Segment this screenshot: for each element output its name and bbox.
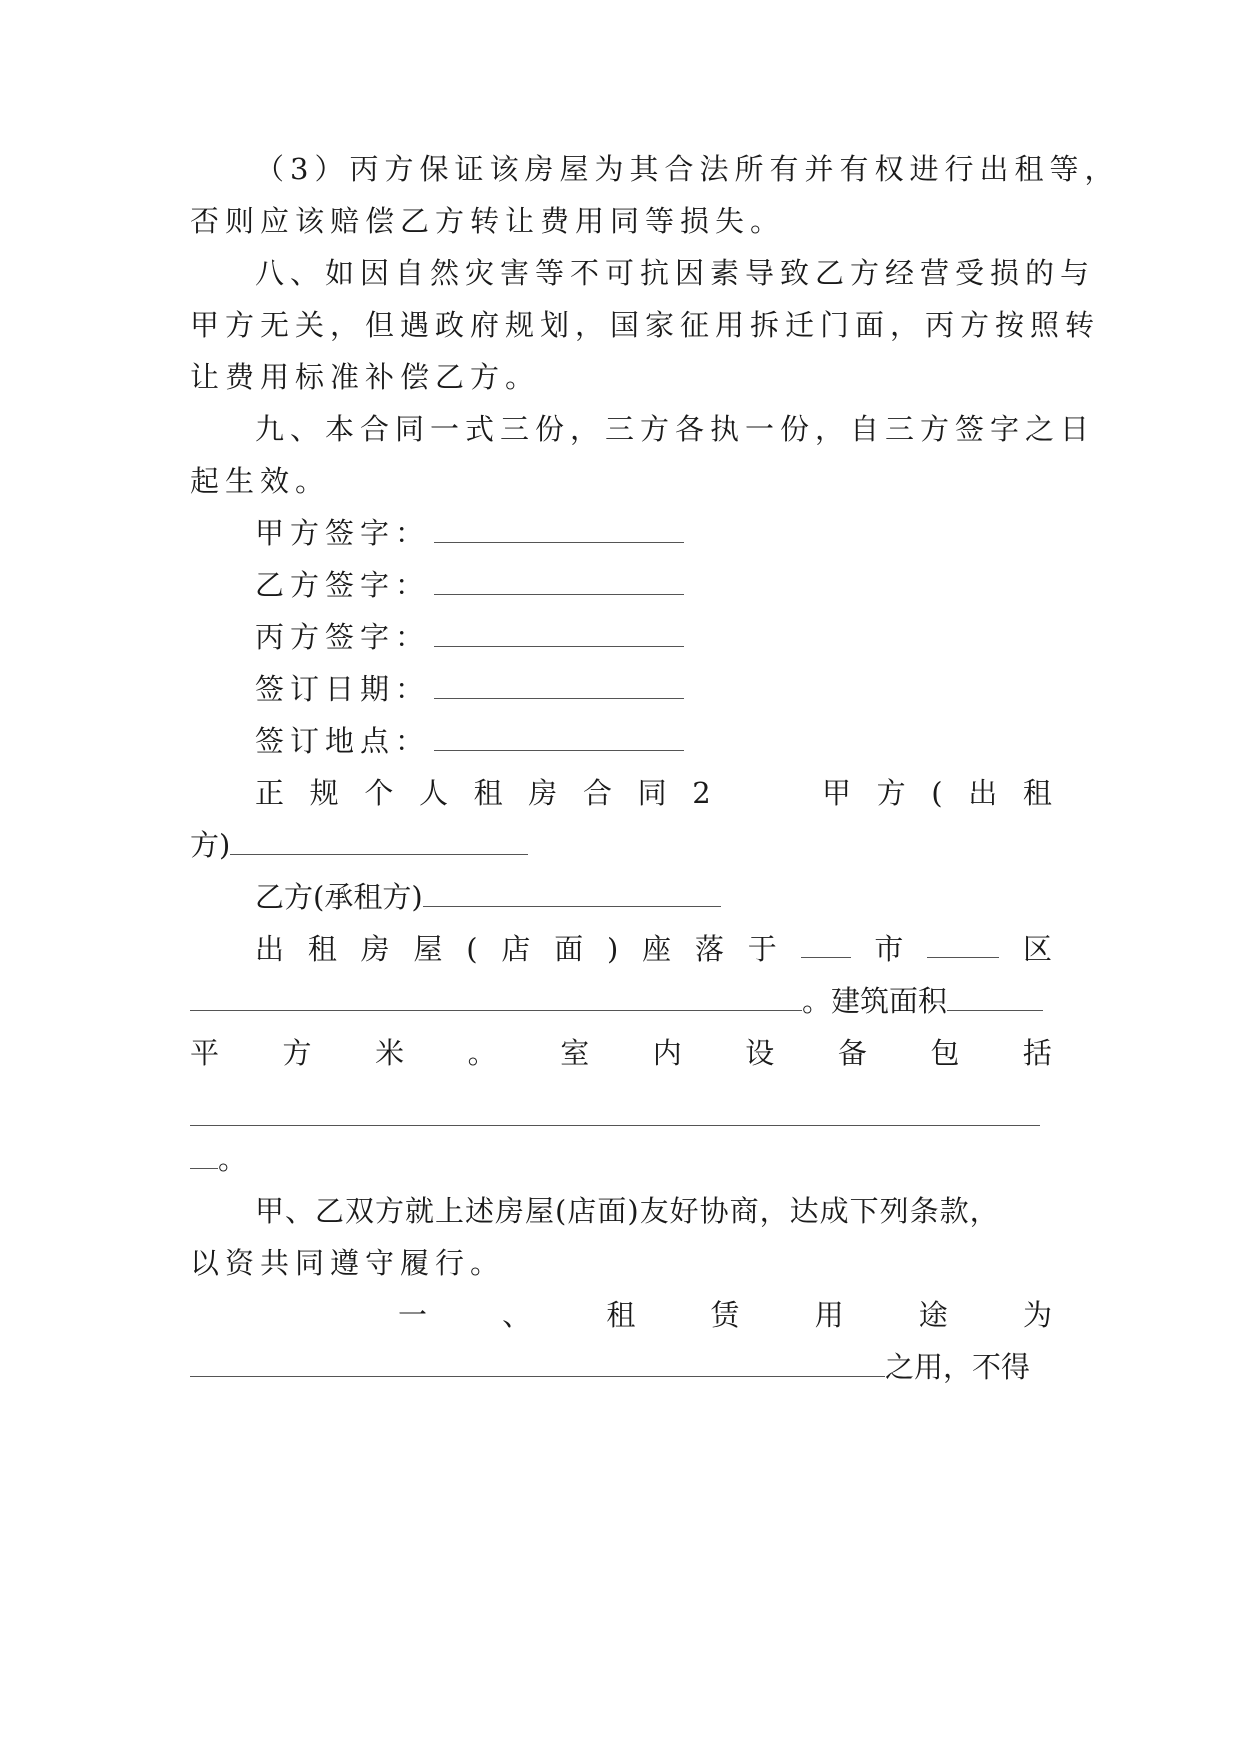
party-a-char: ( xyxy=(931,776,943,810)
signature-label: 乙方签字： xyxy=(255,568,431,602)
location-char: 出 xyxy=(255,932,285,966)
paragraph-line: 八、如因自然灾害等不可抗因素导致乙方经营受损的与 xyxy=(255,256,1096,290)
party-b-row xyxy=(255,877,1052,917)
area-label: 。建筑面积 xyxy=(802,984,948,1018)
use-end: 之用，不得 xyxy=(885,1350,1031,1384)
location-char: 店 xyxy=(501,932,531,966)
district-label: 区 xyxy=(1022,932,1052,966)
location-row xyxy=(255,929,1052,969)
district-blank[interactable] xyxy=(927,929,999,958)
location-char: ) xyxy=(607,932,619,966)
signature-row-date xyxy=(255,669,1052,709)
party-a-end: 方) xyxy=(190,828,231,862)
use-row xyxy=(398,1295,1052,1335)
use-char: 一 xyxy=(398,1298,428,1332)
paragraph-line: （3）丙方保证该房屋为其合法所有并有权进行出租等， xyxy=(255,152,1120,186)
sqm-char: 。 xyxy=(467,1036,497,1070)
paragraph-line: 九、本合同一式三份，三方各执一份，自三方签字之日 xyxy=(255,412,1096,446)
party-a-char: 出 xyxy=(968,776,998,810)
contract2-title-row xyxy=(255,773,1052,813)
title-char: 正 xyxy=(255,776,285,810)
location-char: 于 xyxy=(747,932,777,966)
location-char: 面 xyxy=(554,932,584,966)
signature-blank[interactable] xyxy=(434,618,684,647)
paragraph-line: 甲、乙双方就上述房屋(店面)友好协商，达成下列条款， xyxy=(255,1194,1000,1228)
location-char: 屋 xyxy=(413,932,443,966)
location-char: 座 xyxy=(642,932,672,966)
city-blank[interactable] xyxy=(801,929,851,958)
sqm-char: 备 xyxy=(837,1036,867,1070)
paragraph-line: 甲方无关，但遇政府规划，国家征用拆迁门面，丙方按照转 xyxy=(190,308,1101,342)
use-char: 赁 xyxy=(710,1298,740,1332)
use-char: 途 xyxy=(918,1298,948,1332)
location-char: 房 xyxy=(360,932,390,966)
address-blank[interactable] xyxy=(190,982,802,1011)
sqm-row xyxy=(190,1033,1052,1073)
equipment-blank-end[interactable] xyxy=(190,1140,218,1169)
party-b-label: 乙方(承租方) xyxy=(255,880,423,914)
signature-label: 签订地点： xyxy=(255,724,431,758)
location-char: 租 xyxy=(307,932,337,966)
signature-blank[interactable] xyxy=(434,566,684,595)
sqm-char: 内 xyxy=(652,1036,682,1070)
location-char: ( xyxy=(466,932,478,966)
use-end-row xyxy=(190,1347,1052,1387)
signature-row-c xyxy=(255,617,1052,657)
title-char: 同 xyxy=(637,776,667,810)
title-char: 规 xyxy=(309,776,339,810)
title-char: 人 xyxy=(418,776,448,810)
title-char: 2 xyxy=(692,776,711,810)
use-char: 用 xyxy=(814,1298,844,1332)
party-a-char: 甲 xyxy=(821,776,851,810)
title-char: 合 xyxy=(582,776,612,810)
sqm-char: 方 xyxy=(282,1036,312,1070)
sqm-char: 平 xyxy=(190,1036,220,1070)
signature-row-a xyxy=(255,513,1052,553)
signature-label: 丙方签字： xyxy=(255,620,431,654)
use-blank[interactable] xyxy=(190,1348,885,1377)
party-a-end-row xyxy=(190,825,1052,865)
sqm-char: 括 xyxy=(1022,1036,1052,1070)
signature-row-place xyxy=(255,721,1052,761)
use-char: 为 xyxy=(1022,1298,1052,1332)
signature-label: 签订日期： xyxy=(255,672,431,706)
party-b-blank[interactable] xyxy=(423,878,721,907)
sqm-char: 包 xyxy=(930,1036,960,1070)
date-blank[interactable] xyxy=(434,670,684,699)
paragraph-line: 否则应该赔偿乙方转让费用同等损失。 xyxy=(190,204,786,238)
party-a-char: 方 xyxy=(876,776,906,810)
signature-label: 甲方签字： xyxy=(255,516,431,550)
address-row xyxy=(190,981,1052,1021)
use-char: 、 xyxy=(502,1298,532,1332)
title-char: 租 xyxy=(473,776,503,810)
place-blank[interactable] xyxy=(434,722,684,751)
equipment-end-row xyxy=(190,1139,1052,1179)
party-a-char: 租 xyxy=(1022,776,1052,810)
signature-row-b xyxy=(255,565,1052,605)
location-char: 落 xyxy=(694,932,724,966)
sqm-char: 米 xyxy=(375,1036,405,1070)
sqm-char: 室 xyxy=(560,1036,590,1070)
title-char: 个 xyxy=(364,776,394,810)
use-char: 租 xyxy=(606,1298,636,1332)
area-blank[interactable] xyxy=(947,982,1043,1011)
paragraph-line: 让费用标准补偿乙方。 xyxy=(190,360,541,394)
city-label: 市 xyxy=(874,932,904,966)
equipment-end: 。 xyxy=(218,1142,248,1176)
equipment-blank[interactable] xyxy=(190,1097,1040,1126)
paragraph-line: 起生效。 xyxy=(190,464,331,498)
signature-blank[interactable] xyxy=(434,514,684,543)
title-char: 房 xyxy=(528,776,558,810)
party-a-blank[interactable] xyxy=(230,826,528,855)
paragraph-line: 以资共同遵守履行。 xyxy=(190,1246,506,1280)
sqm-char: 设 xyxy=(745,1036,775,1070)
